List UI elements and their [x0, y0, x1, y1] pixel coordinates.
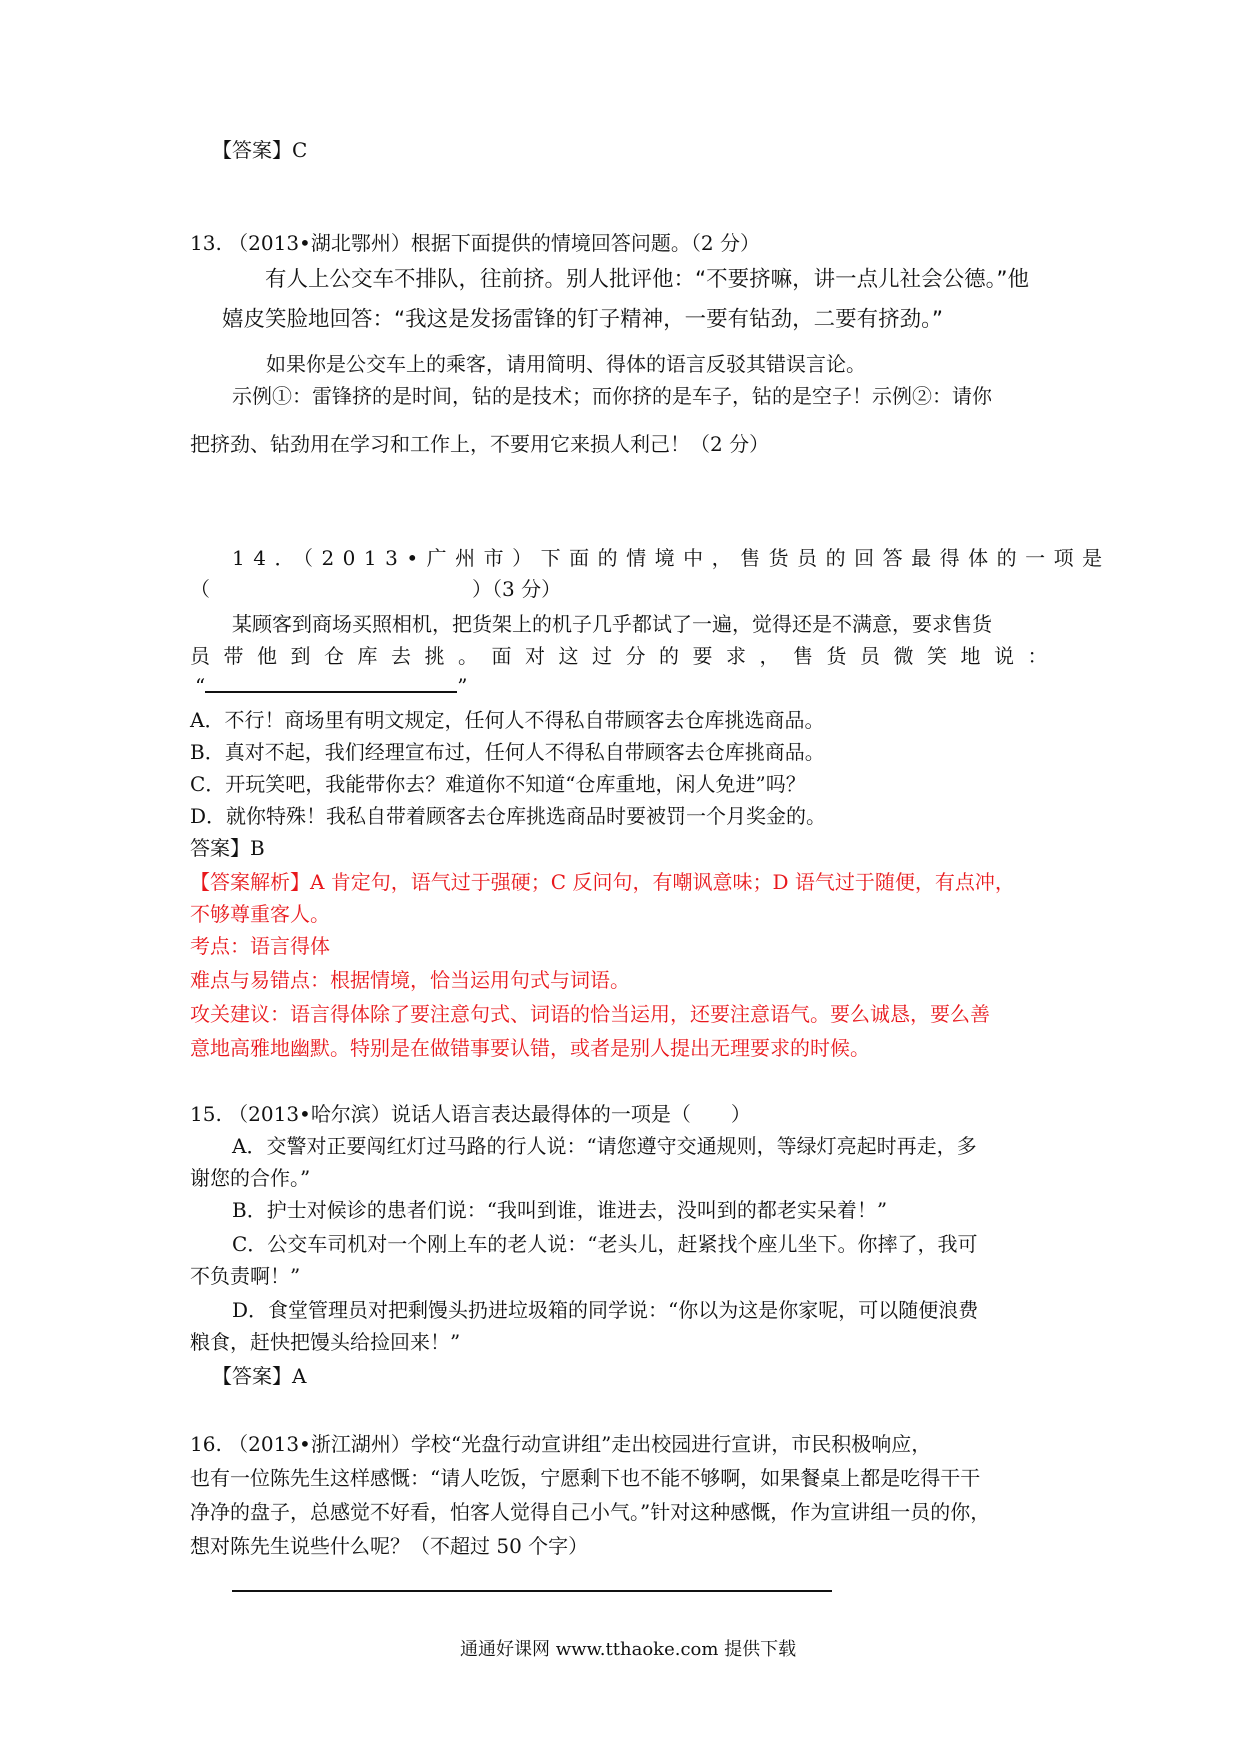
question-16-line: 想对陈先生说些什么呢？（不超过 50 个字） — [190, 1534, 589, 1558]
question-13-example: 把挤劲、钻劲用在学习和工作上，不要用它来损人利己！（2 分） — [190, 432, 770, 456]
question-14-scene-line: 某顾客到商场买照相机，把货架上的机子几乎都试了一遍，觉得还是不满意，要求售货 — [232, 612, 992, 636]
quote-open: “ — [195, 674, 206, 698]
blank-open-paren: （ — [190, 577, 210, 601]
question-14-option-d: D．就你特殊！我私自带着顾客去仓库挑选商品时要被罚一个月奖金的。 — [190, 804, 827, 828]
question-14-analysis: 【答案解析】A 肯定句，语气过于强硬；C 反问句，有嘲讽意味；D 语气过于随便，有点冲， — [190, 870, 1015, 894]
question-13-heading: 13. （2013•湖北鄂州）根据下面提供的情境回答问题。（2 分） — [190, 231, 760, 255]
question-16-line: 16. （2013•浙江湖州）学校“光盘行动宣讲组”走出校园进行宣讲，市民积极响应， — [190, 1432, 932, 1456]
question-13-story-line: 嬉皮笑脸地回答：“我这是发扬雷锋的钉子精神，一要有钻劲，二要有挤劲。” — [222, 307, 944, 332]
question-15-option-b: B．护士对候诊的患者们说：“我叫到谁，谁进去，没叫到的都老实呆着！” — [232, 1198, 888, 1222]
page-footer: 通通好课网 www.tthaoke.com 提供下载 — [460, 1639, 797, 1660]
question-15-option-c: 不负责啊！” — [190, 1264, 301, 1288]
question-13-instruction: 如果你是公交车上的乘客，请用简明、得体的语言反驳其错误言论。 — [266, 352, 866, 376]
question-14-difficulty: 难点与易错点：根据情境，恰当运用句式与词语。 — [190, 968, 630, 992]
answer-label: 【答案】C — [212, 138, 308, 162]
question-15-option-a: A．交警对正要闯红灯过马路的行人说：“请您遵守交通规则，等绿灯亮起时再走，多 — [232, 1134, 977, 1158]
question-14-advice: 攻关建议：语言得体除了要注意句式、词语的恰当运用，还要注意语气。要么诚恳，要么善 — [190, 1002, 990, 1026]
question-14-kaodian: 考点：语言得体 — [190, 934, 330, 958]
question-14-option-b: B．真对不起，我们经理宣布过，任何人不得私自带顾客去仓库挑商品。 — [190, 740, 825, 764]
question-14-option-a: A．不行！商场里有明文规定，任何人不得私自带顾客去仓库挑选商品。 — [190, 708, 825, 732]
question-15-option-d: D．食堂管理员对把剩馒头扔进垃圾箱的同学说：“你以为这是你家呢，可以随便浪费 — [232, 1298, 979, 1322]
question-15-option-a: 谢您的合作。” — [190, 1166, 311, 1190]
question-14-scene-line: 员带他到仓库去挑。面对这过分的要求，售货员微笑地说： — [190, 644, 1061, 668]
question-15-option-d: 粮食，赶快把馒头给捡回来！” — [190, 1330, 461, 1354]
fill-in-line — [205, 673, 457, 693]
question-16-line: 也有一位陈先生这样感慨：“请人吃饭，宁愿剩下也不能不够啊，如果餐桌上都是吃得干干 — [190, 1466, 981, 1490]
question-14-heading — [232, 544, 1111, 572]
question-15-option-c: C．公交车司机对一个刚上车的老人说：“老头儿，赶紧找个座儿坐下。你摔了，我可 — [232, 1232, 978, 1256]
question-13-story-line: 有人上公交车不排队，往前挤。别人批评他：“不要挤嘛，讲一点儿社会公德。”他 — [265, 267, 1030, 292]
question-14-analysis: 不够尊重客人。 — [190, 902, 330, 926]
question-14-heading-text: 14．（2013•广州市）下面的情境中，售货员的回答最得体的一项是 — [232, 546, 1111, 570]
question-16-line: 净净的盘子，总感觉不好看，怕客人觉得自己小气。”针对这种感慨，作为宣讲组一员的你， — [190, 1500, 991, 1524]
question-14-advice: 意地高雅地幽默。特别是在做错事要认错，或者是别人提出无理要求的时候。 — [190, 1036, 870, 1060]
blank-close-paren: ）（3 分） — [472, 577, 562, 601]
question-14-option-c: C．开玩笑吧，我能带你去？难道你不知道“仓库重地，闲人免进”吗？ — [190, 772, 806, 796]
answer-fill-line — [232, 1590, 832, 1592]
question-13-example: 示例①：雷锋挤的是时间，钻的是技术；而你挤的是车子，钻的是空子！示例②：请你 — [232, 384, 992, 408]
question-15-heading: 15. （2013•哈尔滨）说话人语言表达最得体的一项是（ ） — [190, 1102, 751, 1126]
question-15-answer: 【答案】A — [212, 1364, 307, 1388]
question-14-quote-blank — [195, 672, 467, 700]
quote-close: ” — [457, 674, 468, 698]
question-14-answer: 答案】B — [190, 836, 265, 860]
question-14-answer-blank — [190, 575, 561, 603]
